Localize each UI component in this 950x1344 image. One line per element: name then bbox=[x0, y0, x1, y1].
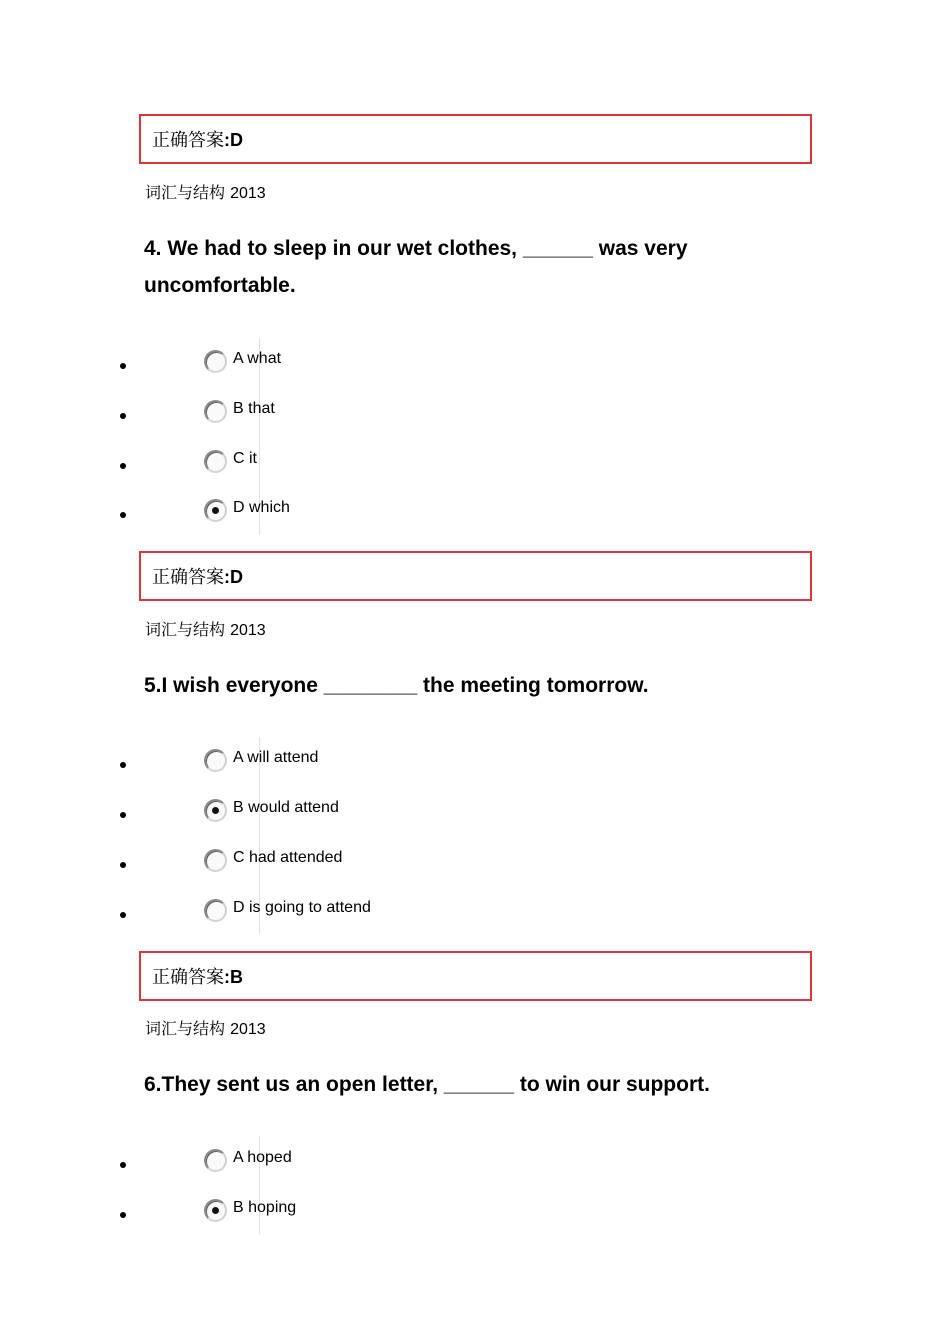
category-year: 2013 bbox=[230, 1021, 266, 1038]
bullet-icon bbox=[120, 1212, 126, 1218]
radio-button-icon[interactable] bbox=[204, 749, 227, 772]
correct-answer-prefix: 正确答案 bbox=[152, 967, 224, 988]
bullet-icon bbox=[120, 862, 126, 868]
bullet-icon bbox=[120, 363, 126, 369]
correct-answer-box bbox=[139, 114, 812, 164]
correct-answer-prefix: 正确答案 bbox=[152, 130, 224, 151]
option-item[interactable] bbox=[118, 349, 518, 379]
category-label bbox=[145, 620, 266, 641]
category-year: 2013 bbox=[230, 185, 266, 202]
question-text: 5.I wish everyone ________ the meeting tomorrow. bbox=[144, 674, 649, 697]
radio-button-selected-icon[interactable] bbox=[204, 799, 227, 822]
category-label bbox=[145, 183, 266, 204]
option-label: D which bbox=[233, 499, 290, 516]
radio-button-icon[interactable] bbox=[204, 849, 227, 872]
option-item[interactable] bbox=[118, 898, 518, 928]
option-item[interactable] bbox=[118, 848, 518, 878]
option-item[interactable] bbox=[118, 449, 518, 479]
radio-button-icon[interactable] bbox=[204, 1149, 227, 1172]
radio-button-icon[interactable] bbox=[204, 350, 227, 373]
correct-answer-label bbox=[152, 129, 243, 152]
option-item[interactable] bbox=[118, 399, 518, 429]
correct-answer-letter: :D bbox=[224, 567, 243, 587]
option-label: D is going to attend bbox=[233, 899, 371, 916]
radio-button-icon[interactable] bbox=[204, 400, 227, 423]
option-item[interactable] bbox=[118, 1148, 518, 1178]
option-label: C had attended bbox=[233, 849, 343, 866]
category-text: 词汇与结构 bbox=[145, 183, 226, 202]
bullet-icon bbox=[120, 812, 126, 818]
bullet-icon bbox=[120, 912, 126, 918]
correct-answer-letter: :B bbox=[224, 967, 243, 987]
category-year: 2013 bbox=[230, 622, 266, 639]
option-label: B that bbox=[233, 400, 275, 417]
category-label bbox=[145, 1019, 266, 1040]
correct-answer-prefix: 正确答案 bbox=[152, 567, 224, 588]
correct-answer-label bbox=[152, 566, 243, 589]
option-item[interactable] bbox=[118, 1198, 518, 1228]
option-label: A what bbox=[233, 350, 282, 367]
option-item[interactable] bbox=[118, 498, 518, 528]
option-label: A will attend bbox=[233, 749, 319, 766]
radio-button-selected-icon[interactable] bbox=[204, 1199, 227, 1222]
radio-button-icon[interactable] bbox=[204, 450, 227, 473]
correct-answer-label bbox=[152, 966, 243, 989]
bullet-icon bbox=[120, 1162, 126, 1168]
radio-button-selected-icon[interactable] bbox=[204, 499, 227, 522]
question-text: 4. We had to sleep in our wet clothes, ______ was very uncomfortable. bbox=[144, 237, 688, 297]
option-label: B would attend bbox=[233, 799, 339, 816]
bullet-icon bbox=[120, 762, 126, 768]
option-label: C it bbox=[233, 450, 257, 467]
radio-button-icon[interactable] bbox=[204, 899, 227, 922]
correct-answer-box bbox=[139, 551, 812, 601]
bullet-icon bbox=[120, 512, 126, 518]
option-label: A hoped bbox=[233, 1149, 292, 1166]
bullet-icon bbox=[120, 413, 126, 419]
option-item[interactable] bbox=[118, 748, 518, 778]
category-text: 词汇与结构 bbox=[145, 1019, 226, 1038]
option-label: B hoping bbox=[233, 1199, 297, 1216]
correct-answer-letter: :D bbox=[224, 130, 243, 150]
correct-answer-box bbox=[139, 951, 812, 1001]
question-text: 6.They sent us an open letter, ______ to win our support. bbox=[144, 1073, 710, 1096]
option-item[interactable] bbox=[118, 798, 518, 828]
bullet-icon bbox=[120, 463, 126, 469]
category-text: 词汇与结构 bbox=[145, 620, 226, 639]
